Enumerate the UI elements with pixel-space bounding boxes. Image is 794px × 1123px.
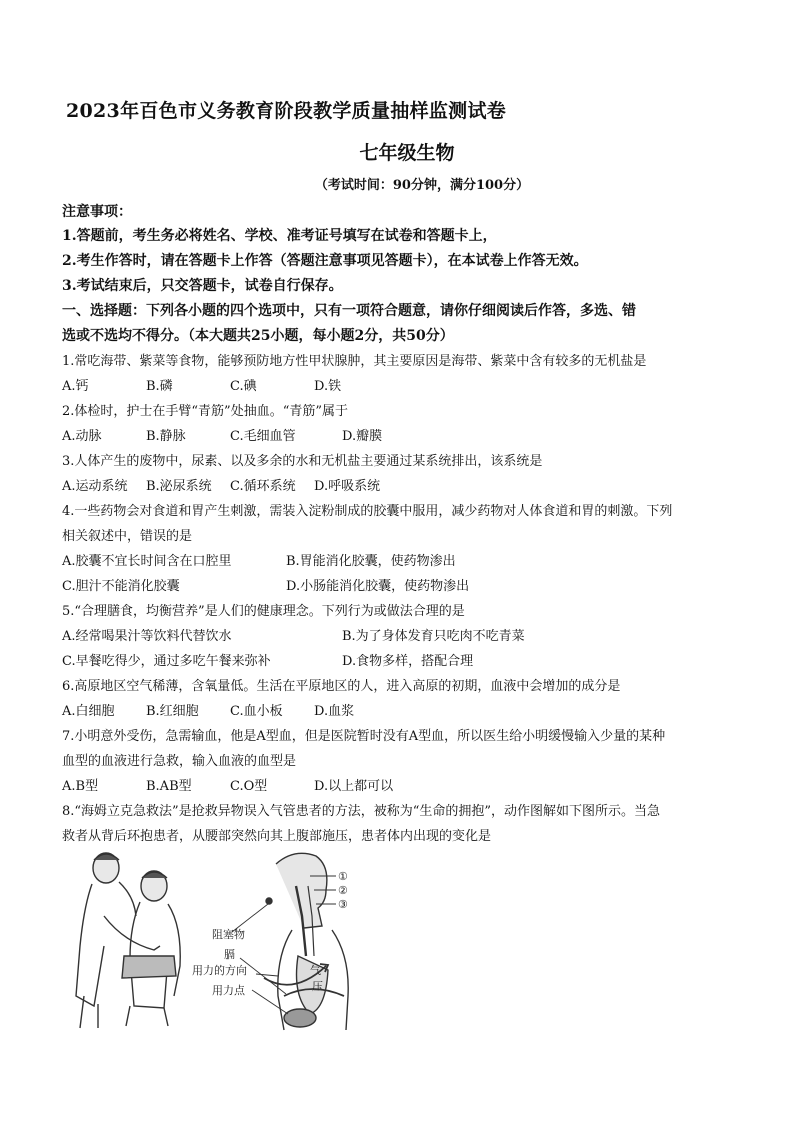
question-5-option-c: C.早餐吃得少，通过多吃午餐来弥补 — [62, 654, 271, 669]
exam-subtitle: 七年级生物 — [359, 142, 455, 164]
label-force-direction: 用力的方向 — [192, 964, 247, 977]
notice-item-3: 3.考试结束后，只交答题卡，试卷自行保存。 — [62, 278, 343, 294]
question-6-option-c: C.血小板 — [230, 704, 283, 719]
question-4-option-a: A.胶囊不宜长时间含在口腔里 — [62, 554, 232, 569]
question-4-option-c: C.胆汁不能消化胶囊 — [62, 579, 180, 594]
question-6-option-a: A.白细胞 — [62, 704, 115, 719]
question-2-stem: 2.体检时，护士在手臂“青筋”处抽血。“青筋”属于 — [62, 404, 348, 419]
question-8-stem-line-1: 8.“海姆立克急救法”是抢救异物误入气管患者的方法，被称为“生命的拥抱”，动作图解如下图所示。当急 — [62, 804, 660, 819]
question-3-option-d: D.呼吸系统 — [314, 479, 381, 494]
heimlich-figure — [64, 846, 364, 1032]
label-air-2: 压 — [312, 980, 323, 993]
question-6-option-b: B.红细胞 — [146, 704, 199, 719]
label-air-1: 气 — [310, 964, 321, 977]
notice-item-2: 2.考生作答时，请在答题卡上作答（答题注意事项见答题卡），在本试卷上作答无效。 — [62, 253, 588, 269]
rescuer-and-patient-sketch — [76, 853, 180, 1028]
exam-title: 2023年百色市义务教育阶段教学质量抽样监测试卷 — [66, 100, 507, 122]
question-2-option-b: B.静脉 — [146, 429, 186, 444]
question-7-stem-line-1: 7.小明意外受伤，急需输血，他是A型血，但是医院暂时没有A型血，所以医生给小明缓慢输入少量的某种 — [62, 729, 666, 744]
question-3-option-b: B.泌尿系统 — [146, 479, 212, 494]
question-2-option-d: D.瓣膜 — [342, 429, 383, 444]
question-8-stem-line-2: 救者从背后环抱患者，从腰部突然向其上腹部施压，患者体内出现的变化是 — [62, 829, 492, 844]
anatomy-diagram — [264, 853, 348, 1030]
question-6-stem: 6.高原地区空气稀薄，含氧量低。生活在平原地区的人，进入高原的初期，血液中会增加的成分是 — [62, 679, 621, 694]
question-2-option-c: C.毛细血管 — [230, 429, 296, 444]
label-obstruction: 阻塞物 — [212, 928, 245, 941]
question-4-option-d: D.小肠能消化胶囊，使药物渗出 — [286, 579, 470, 594]
section-instruction-2: 选或不选均不得分。（本大题共25小题，每小题2分，共50分） — [62, 328, 454, 344]
label-diaphragm: 膈 — [224, 948, 235, 961]
question-4-stem-line-1: 4.一些药物会对食道和胃产生刺激，需装入淀粉制成的胶囊中服用，减少药物对人体食道和胃的刺激。下列 — [62, 504, 673, 519]
question-6-option-d: D.血浆 — [314, 704, 355, 719]
question-5-stem: 5.“合理膳食，均衡营养”是人们的健康理念。下列行为或做法合理的是 — [62, 604, 465, 619]
heimlich-illustration — [64, 846, 364, 1032]
question-4-option-b: B.胃能消化胶囊，使药物渗出 — [286, 554, 456, 569]
notice-item-1: 1.答题前，考生务必将姓名、学校、准考证号填写在试卷和答题卡上， — [62, 228, 497, 244]
question-1-option-a: A.钙 — [62, 379, 89, 394]
label-leaders — [232, 904, 288, 1014]
label-number-2: ② — [338, 884, 348, 897]
question-1-option-c: C.碘 — [230, 379, 257, 394]
question-7-stem-line-2: 血型的血液进行急救，输入血液的血型是 — [62, 754, 297, 769]
question-7-option-b: B.AB型 — [146, 779, 192, 794]
label-number-1: ① — [338, 870, 348, 883]
question-7-option-a: A.B型 — [62, 779, 99, 794]
exam-meta: （考试时间：90分钟，满分100分） — [314, 178, 530, 193]
question-2-option-a: A.动脉 — [62, 429, 102, 444]
notice-heading: 注意事项： — [62, 204, 132, 220]
question-7-option-d: D.以上都可以 — [314, 779, 394, 794]
question-1-stem: 1.常吃海带、紫菜等食物，能够预防地方性甲状腺肿，其主要原因是海带、紫菜中含有较多的无机盐是 — [62, 354, 647, 369]
question-1-option-b: B.磷 — [146, 379, 173, 394]
label-force-point: 用力点 — [212, 984, 245, 997]
section-instruction-1: 一、选择题：下列各小题的四个选项中，只有一项符合题意，请你仔细阅读后作答，多选、错 — [62, 303, 636, 319]
question-4-stem-line-2: 相关叙述中，错误的是 — [62, 529, 193, 544]
question-3-option-a: A.运动系统 — [62, 479, 128, 494]
question-5-option-b: B.为了身体发育只吃肉不吃青菜 — [342, 629, 525, 644]
question-3-option-c: C.循环系统 — [230, 479, 296, 494]
question-7-option-c: C.O型 — [230, 779, 268, 794]
question-3-stem: 3.人体产生的废物中，尿素、以及多余的水和无机盐主要通过某系统排出，该系统是 — [62, 454, 543, 469]
label-number-3: ③ — [338, 898, 348, 911]
question-1-option-d: D.铁 — [314, 379, 342, 394]
question-5-option-a: A.经常喝果汁等饮料代替饮水 — [62, 629, 232, 644]
question-5-option-d: D.食物多样，搭配合理 — [342, 654, 474, 669]
